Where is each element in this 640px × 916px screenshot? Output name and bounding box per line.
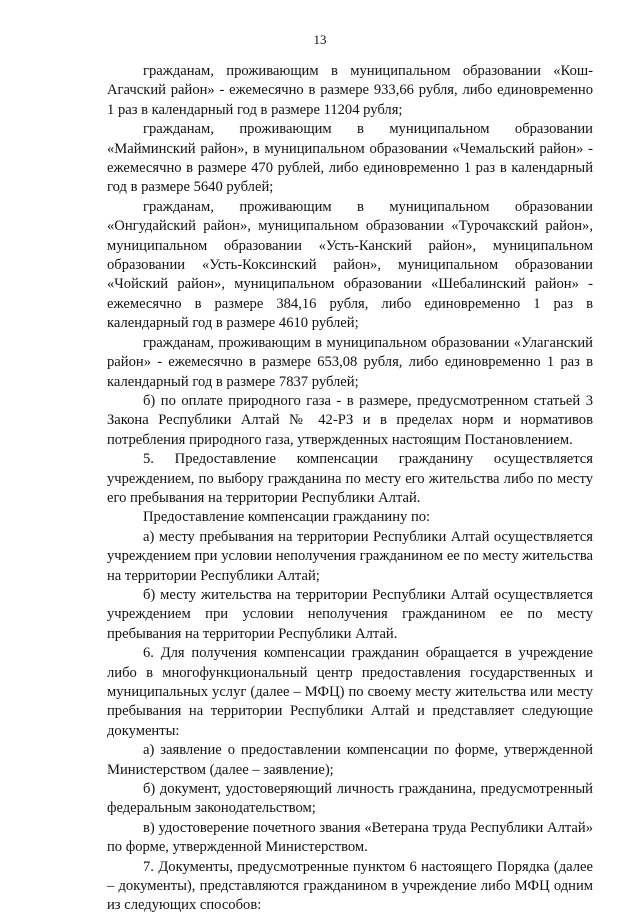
paragraph-mayma-chemal: гражданам, проживающим в муниципальном образовании «Майминский район», в муниципальном образовании «Чемальский район» - ежемесячно в размере 470 рублей, либо единовременно 1 раз в календарный год в размере 5640 рублей; [107, 121, 593, 196]
page-number: 13 [313, 32, 327, 47]
paragraph-document-b: б) документ, удостоверяющий личность гражданина, предусмотренный федеральным законодательством; [107, 781, 593, 817]
paragraph-item-6: 6. Для получения компенсации гражданин обращается в учреждение либо в многофункциональный центр предоставления государственных и муниципальных услуг (далее – МФЦ) по своему месту жительства или месту пребывания на территории Республики Алтай и представляет следующие документы: [107, 645, 593, 739]
paragraph-kosh-agach: гражданам, проживающим в муниципальном образовании «Кош-Агачский район» - ежемесячно в размере 933,66 рубля, либо единовременно 1 раз в календарный год в размере 11204 рубля; [107, 63, 593, 118]
paragraph-provision-b: б) месту жительства на территории Республики Алтай осуществляется учреждением при условии неполучения гражданином ее по месту пребывания на территории Республики Алтай. [107, 586, 593, 642]
paragraph-ongudai-group: гражданам, проживающим в муниципальном образовании «Онгудайский район», муниципальном образовании «Турочакский район», муниципальном образовании «Усть-Канский район», муниципальном образовании «Усть-Коксинский район», муниципальном образовании «Чойский район», муниципальном образовании «Шебалинский район» - ежемесячно в размере 384,16 рубля, либо единовременно 1 раз в календарный год в размере 4610 рублей; [107, 198, 593, 332]
paragraph-item-5: 5. Предоставление компенсации гражданину осуществляется учреждением, по выбору гражданина по месту его жительства либо по месту его пребывания на территории Республики Алтай. [107, 451, 593, 506]
paragraph-natural-gas: б) по оплате природного газа - в размере, предусмотренном статьей 3 Закона Республики Алтай № 42-РЗ и в пределах норм и нормативов потребления природного газа, утвержденных настоящим Постановлением. [107, 392, 593, 448]
paragraph-document-c: в) удостоверение почетного звания «Ветерана труда Республики Алтай» по форме, утвержденной Министерством. [107, 819, 593, 856]
paragraph-provision-a: а) месту пребывания на территории Республики Алтай осуществляется учреждением при условии неполучения гражданином ее по месту жительства на территории Республики Алтай; [107, 528, 593, 584]
document-body [107, 62, 593, 916]
paragraph-provision-intro: Предоставление компенсации гражданину по: [143, 509, 431, 526]
paragraph-document-a: а) заявление о предоставлении компенсации по форме, утвержденной Министерством (далее – заявление); [107, 742, 593, 778]
paragraph-ulagan: гражданам, проживающим в муниципальном образовании «Улаганский район» - ежемесячно в размере 653,08 рубля, либо единовременно 1 раз в календарный год в размере 7837 рублей; [107, 334, 593, 390]
paragraph-item-7: 7. Документы, предусмотренные пунктом 6 настоящего Порядка (далее – документы), представляются гражданином в учреждение либо МФЦ одним из следующих способов: [107, 858, 593, 914]
